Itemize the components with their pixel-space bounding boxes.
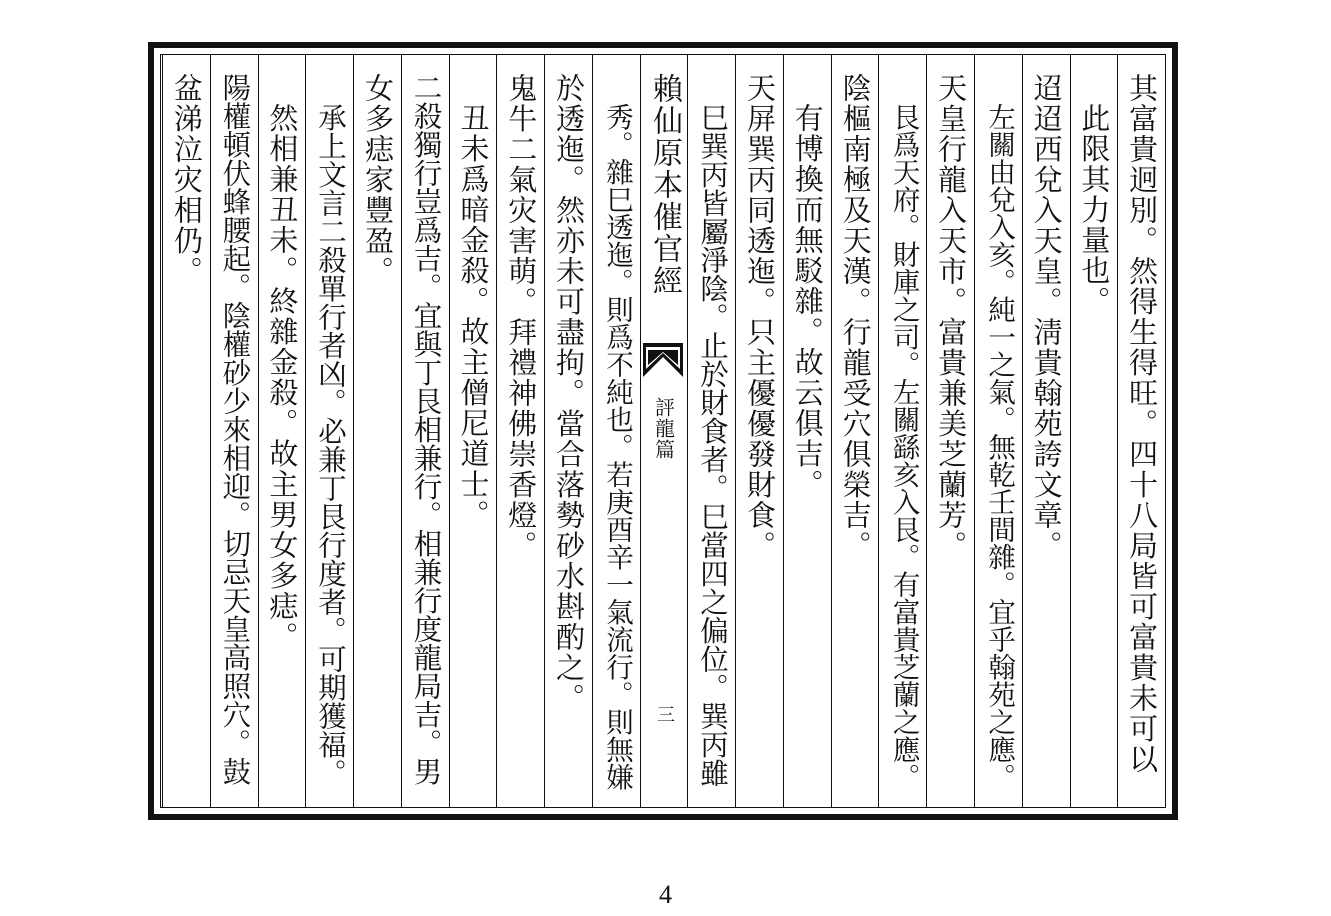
- column-text: 陰樞南極及天漢。行龍受穴俱榮吉。: [838, 73, 873, 561]
- column-text: 二殺獨行豈爲吉。宜與丁艮相兼行。相兼行度龍局吉。男: [409, 73, 443, 786]
- folio-number: 三: [654, 705, 676, 723]
- text-column: [1070, 55, 1118, 807]
- page-number: 4: [659, 880, 672, 909]
- text-column: [1117, 55, 1165, 807]
- column-text: 女多痣家豐盈。: [360, 73, 395, 287]
- column-text: 天屏巽丙同透迤。只主優優發財食。: [743, 73, 778, 561]
- column-text: 左關由兌入亥。純一之氣。無乾壬間雜。宜乎翰苑之應。: [983, 103, 1016, 791]
- column-text: 然相兼丑未。終雜金殺。故主男女多痣。: [265, 103, 300, 652]
- text-column: [878, 55, 926, 807]
- text-column: [258, 55, 306, 807]
- text-column: [449, 55, 497, 807]
- text-column: [735, 55, 783, 807]
- page-frame: [148, 42, 1178, 820]
- text-column: [544, 55, 592, 807]
- column-text: 其富貴迥別。然得生得旺。四十八局皆可富貴未可以: [1125, 73, 1160, 775]
- text-column: [831, 55, 879, 807]
- text-column: [305, 55, 353, 807]
- text-column: [926, 55, 974, 807]
- text-column: [496, 55, 544, 807]
- column-text: 天皇行龍入天市。富貴兼美芝蘭芳。: [934, 73, 969, 561]
- text-column: [401, 55, 449, 807]
- column-text: 陽權頓伏蜂腰起。陰權砂少來相迎。切忌天皇高照穴。鼓: [218, 73, 252, 786]
- text-column: [162, 55, 210, 807]
- text-grid: [160, 54, 1166, 808]
- column-text: 承上文言二殺單行者凶。必兼丁艮行度者。可期獲福。: [313, 103, 347, 787]
- text-column: [210, 55, 258, 807]
- column-text: 此限其力量也。: [1077, 103, 1112, 317]
- column-text: 盆涕泣灾相仍。: [169, 73, 204, 287]
- text-column: [687, 55, 735, 807]
- column-text: 於透迤。然亦未可盡拘。當合落勢砂水斟酌之。: [551, 73, 586, 714]
- text-column: [1022, 55, 1070, 807]
- text-column: [353, 55, 401, 807]
- book-title: 賴仙原本催官經: [647, 73, 683, 297]
- book-title-column: [640, 55, 688, 807]
- column-text: 有博換而無駁雜。故云俱吉。: [790, 103, 825, 500]
- section-name: 評龍篇: [651, 397, 676, 460]
- column-text: 艮爲天府。財庫之司。左關繇亥入艮。有富貴芝蘭之應。: [887, 103, 920, 791]
- column-text: 丑未爲暗金殺。故主僧尼道士。: [456, 103, 491, 530]
- text-column: [783, 55, 831, 807]
- column-text: 巳巽丙皆屬淨陰。止於財食者。巳當四之偏位。巽丙雖: [696, 103, 730, 787]
- column-text: 迢迢西兌入天皇。淸貴翰苑誇文章。: [1029, 73, 1064, 561]
- text-column: [974, 55, 1022, 807]
- text-column: [592, 55, 640, 807]
- column-text: 秀。雜巳透迤。則爲不純也。若庚酉辛一氣流行。則無嫌: [601, 103, 633, 791]
- fishtail-mark-icon: [643, 343, 683, 377]
- column-text: 鬼牛二氣灾害萌。拜禮神佛崇香燈。: [504, 73, 539, 561]
